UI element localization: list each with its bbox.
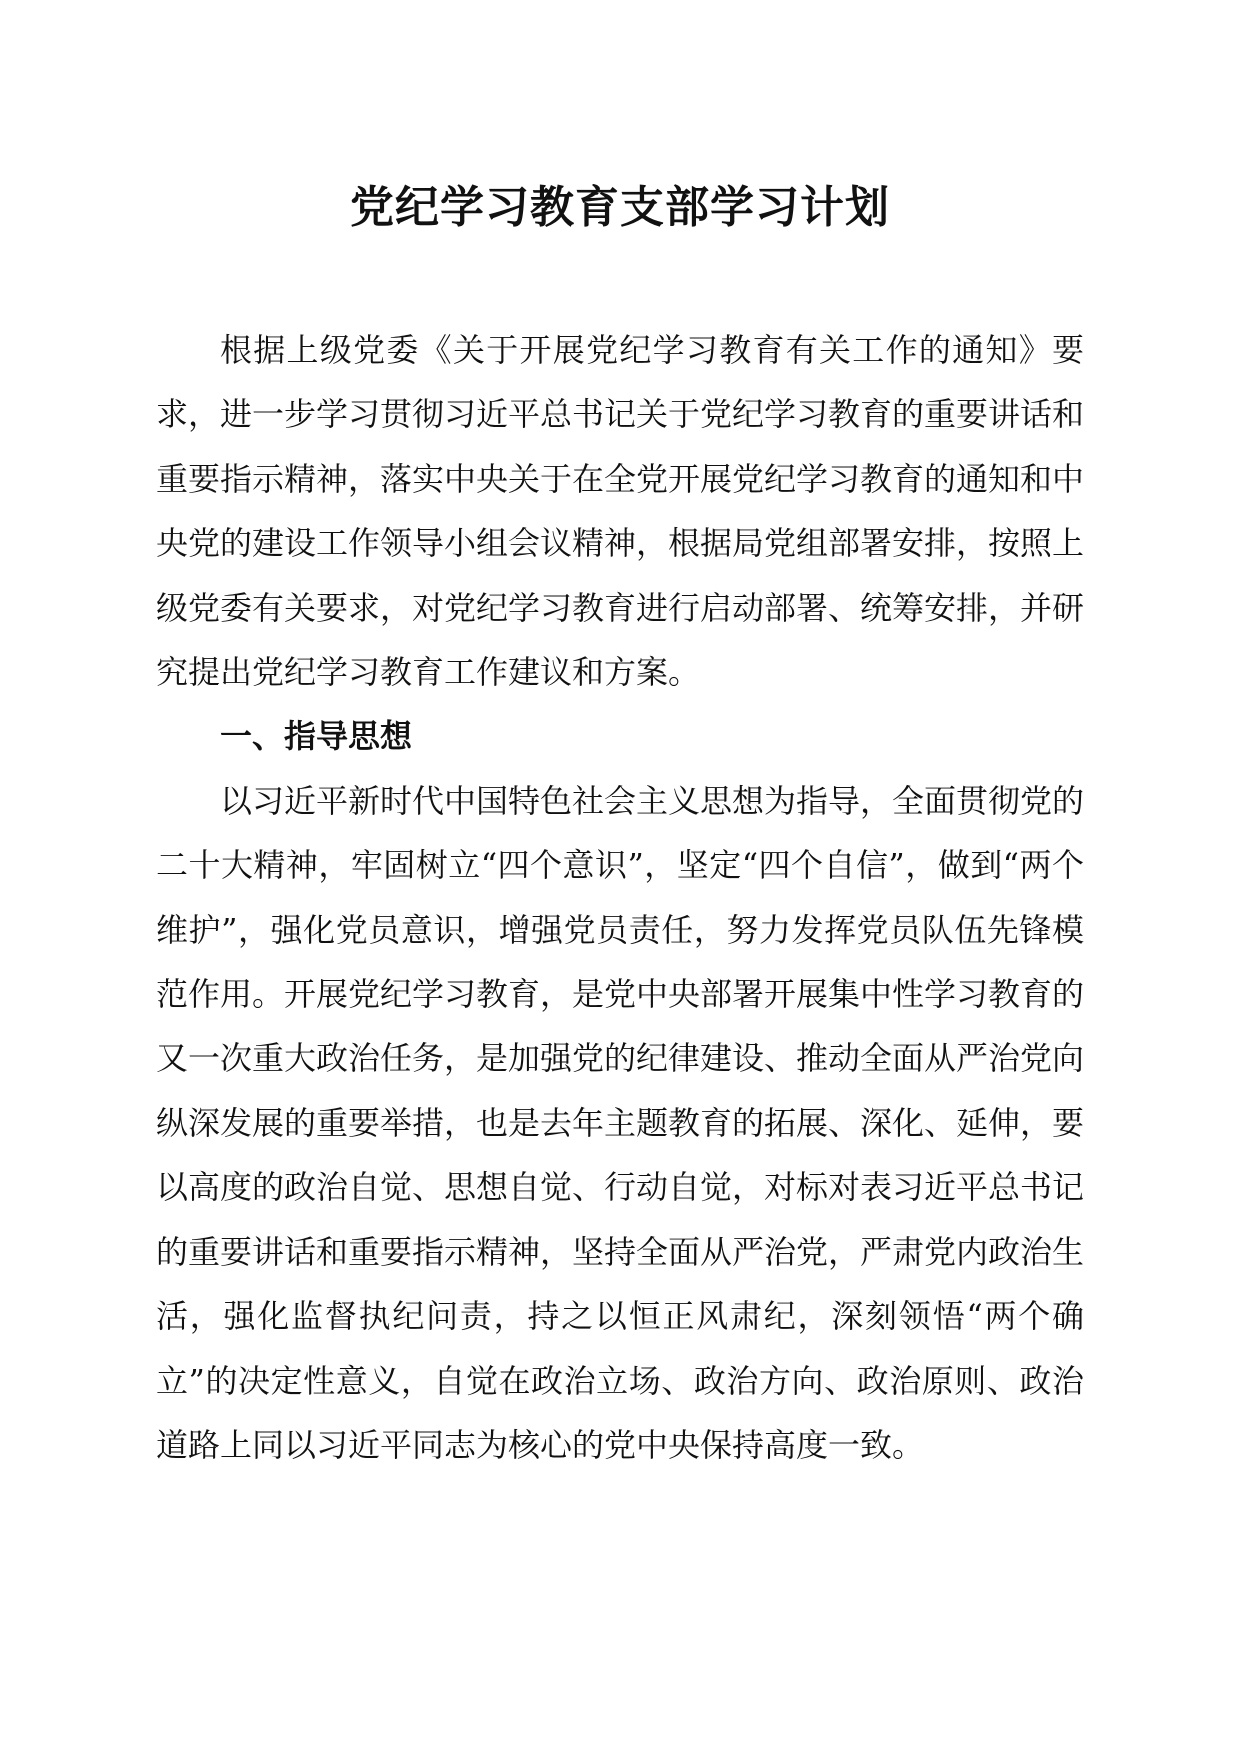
intro-paragraph: 根据上级党委《关于开展党纪学习教育有关工作的通知》要求，进一步学习贯彻习近平总书记关于党纪学习教育的重要讲话和重要指示精神，落实中央关于在全党开展党纪学习教育的通知和中央党的建设工作领导小组会议精神，根据局党组部署安排，按照上级党委有关要求，对党纪学习教育进行启动部署、统筹安排，并研究提出党纪学习教育工作建议和方案。 (156, 331, 1085, 692)
section-heading-guiding-ideology: 一、指导思想 (220, 717, 413, 756)
document-title: 党纪学习教育支部学习计划 (350, 182, 890, 233)
section-body-guiding-ideology: 以习近平新时代中国特色社会主义思想为指导，全面贯彻党的二十大精神，牢固树立“四个意识”，坚定“四个自信”，做到“两个维护”，强化党员意识，增强党员责任，努力发挥党员队伍先锋模范作用。开展党纪学习教育，是党中央部署开展集中性学习教育的又一次重大政治任务，是加强党的纪律建设、推动全面从严治党向纵深发展的重要举措，也是去年主题教育的拓展、深化、延伸，要以高度的政治自觉、思想自觉、行动自觉，对标对表习近平总书记的重要讲话和重要指示精神，坚持全面从严治党，严肃党内政治生活，强化监督执纪问责，持之以恒正风肃纪，深刻领悟“两个确立”的决定性意义，自觉在政治立场、政治方向、政治原则、政治道路上同以习近平同志为核心的党中央保持高度一致。 (156, 781, 1085, 1464)
document-body (156, 318, 1084, 1477)
